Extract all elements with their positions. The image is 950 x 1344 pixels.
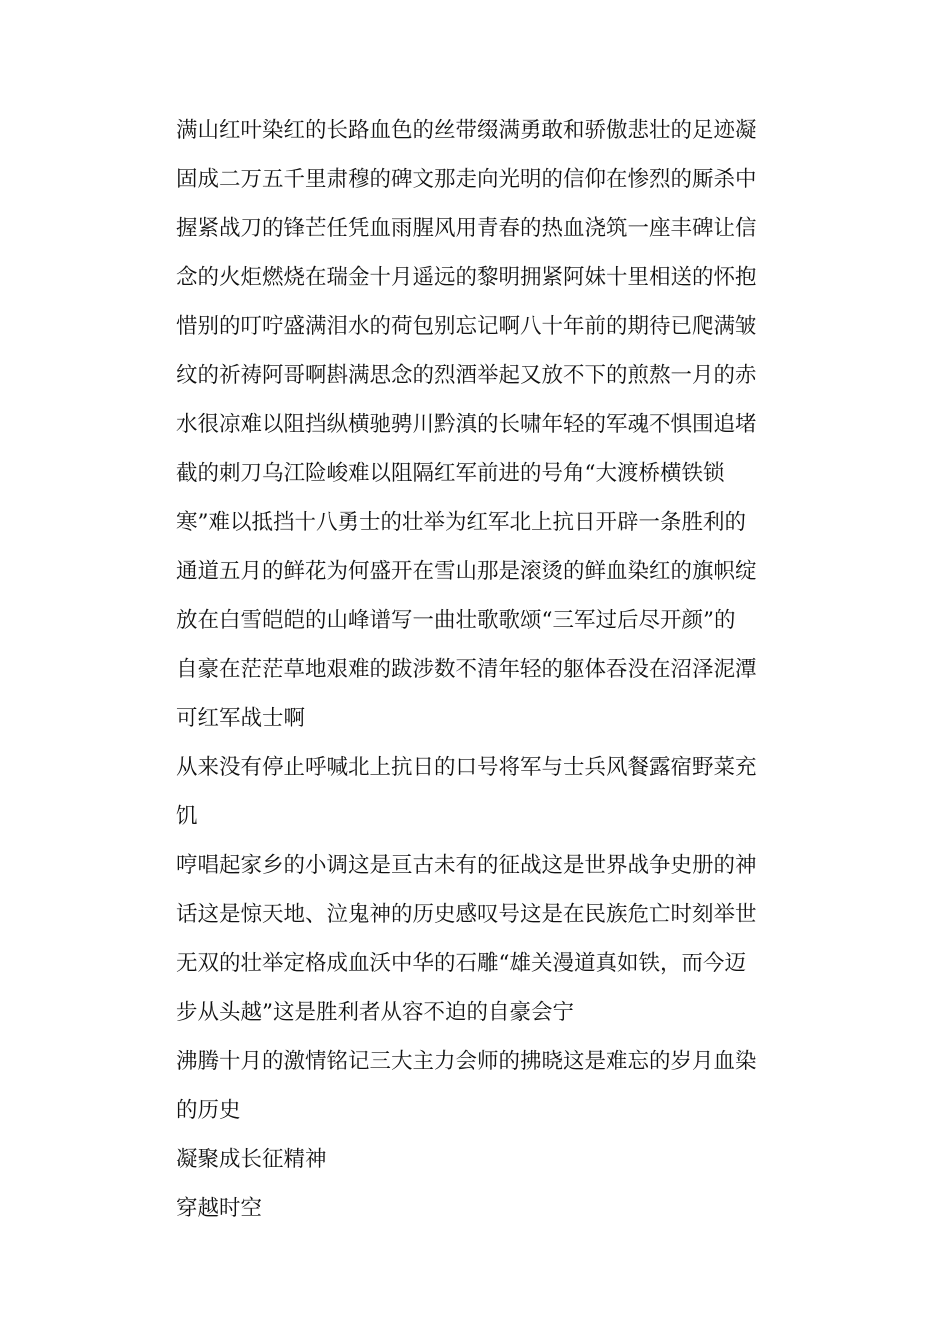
text-line: 通道五月的鲜花为何盛开在雪山那是滚烫的鲜血染红的旗帜绽 <box>176 559 757 584</box>
text-line: 自豪在茫茫草地艰难的跋涉数不清年轻的躯体吞没在沼泽泥潭 <box>176 657 757 682</box>
text-line: 饥 <box>176 804 198 829</box>
text-line: 步从头越”这是胜利者从容不迫的自豪会宁 <box>176 1000 574 1025</box>
text-line: 固成二万五千里肃穆的碑文那走向光明的信仰在惨烈的厮杀中 <box>176 167 757 192</box>
text-line: 话这是惊天地、泣鬼神的历史感叹号这是在民族危亡时刻举世 <box>176 902 757 927</box>
document-body <box>176 106 786 1233</box>
text-line: 放在白雪皑皑的山峰谱写一曲壮歌歌颂“三军过后尽开颜”的 <box>176 608 736 633</box>
text-line: 寒”难以抵挡十八勇士的壮举为红军北上抗日开辟一条胜利的 <box>176 510 746 535</box>
text-line: 穿越时空 <box>176 1196 263 1221</box>
text-line: 截的刺刀乌江险峻难以阻隔红军前进的号角“大渡桥横铁锁 <box>176 461 725 486</box>
text-line: 无双的壮举定格成血沃中华的石雕“雄关漫道真如铁，而今迈 <box>176 951 746 976</box>
text-line: 念的火炬燃烧在瑞金十月遥远的黎明拥紧阿妹十里相送的怀抱 <box>176 265 757 290</box>
text-line: 纹的祈祷阿哥啊斟满思念的烈酒举起又放不下的煎熬一月的赤 <box>176 363 757 388</box>
text-line: 沸腾十月的激情铭记三大主力会师的拂晓这是难忘的岁月血染 <box>176 1049 757 1074</box>
text-line: 哼唱起家乡的小调这是亘古未有的征战这是世界战争史册的神 <box>176 853 757 878</box>
text-line: 满山红叶染红的长路血色的丝带缀满勇敢和骄傲悲壮的足迹凝 <box>176 118 757 143</box>
text-line: 从来没有停止呼喊北上抗日的口号将军与士兵风餐露宿野菜充 <box>176 755 757 780</box>
text-line: 水很凉难以阻挡纵横驰骋川黔滇的长啸年轻的军魂不惧围追堵 <box>176 412 757 437</box>
text-line: 的历史 <box>176 1098 241 1123</box>
text-line: 凝聚成长征精神 <box>176 1147 327 1172</box>
text-line: 握紧战刀的锋芒任凭血雨腥风用青春的热血浇筑一座丰碑让信 <box>176 216 757 241</box>
text-line: 惜别的叮咛盛满泪水的荷包别忘记啊八十年前的期待已爬满皱 <box>176 314 757 339</box>
text-line: 可红军战士啊 <box>176 706 306 731</box>
